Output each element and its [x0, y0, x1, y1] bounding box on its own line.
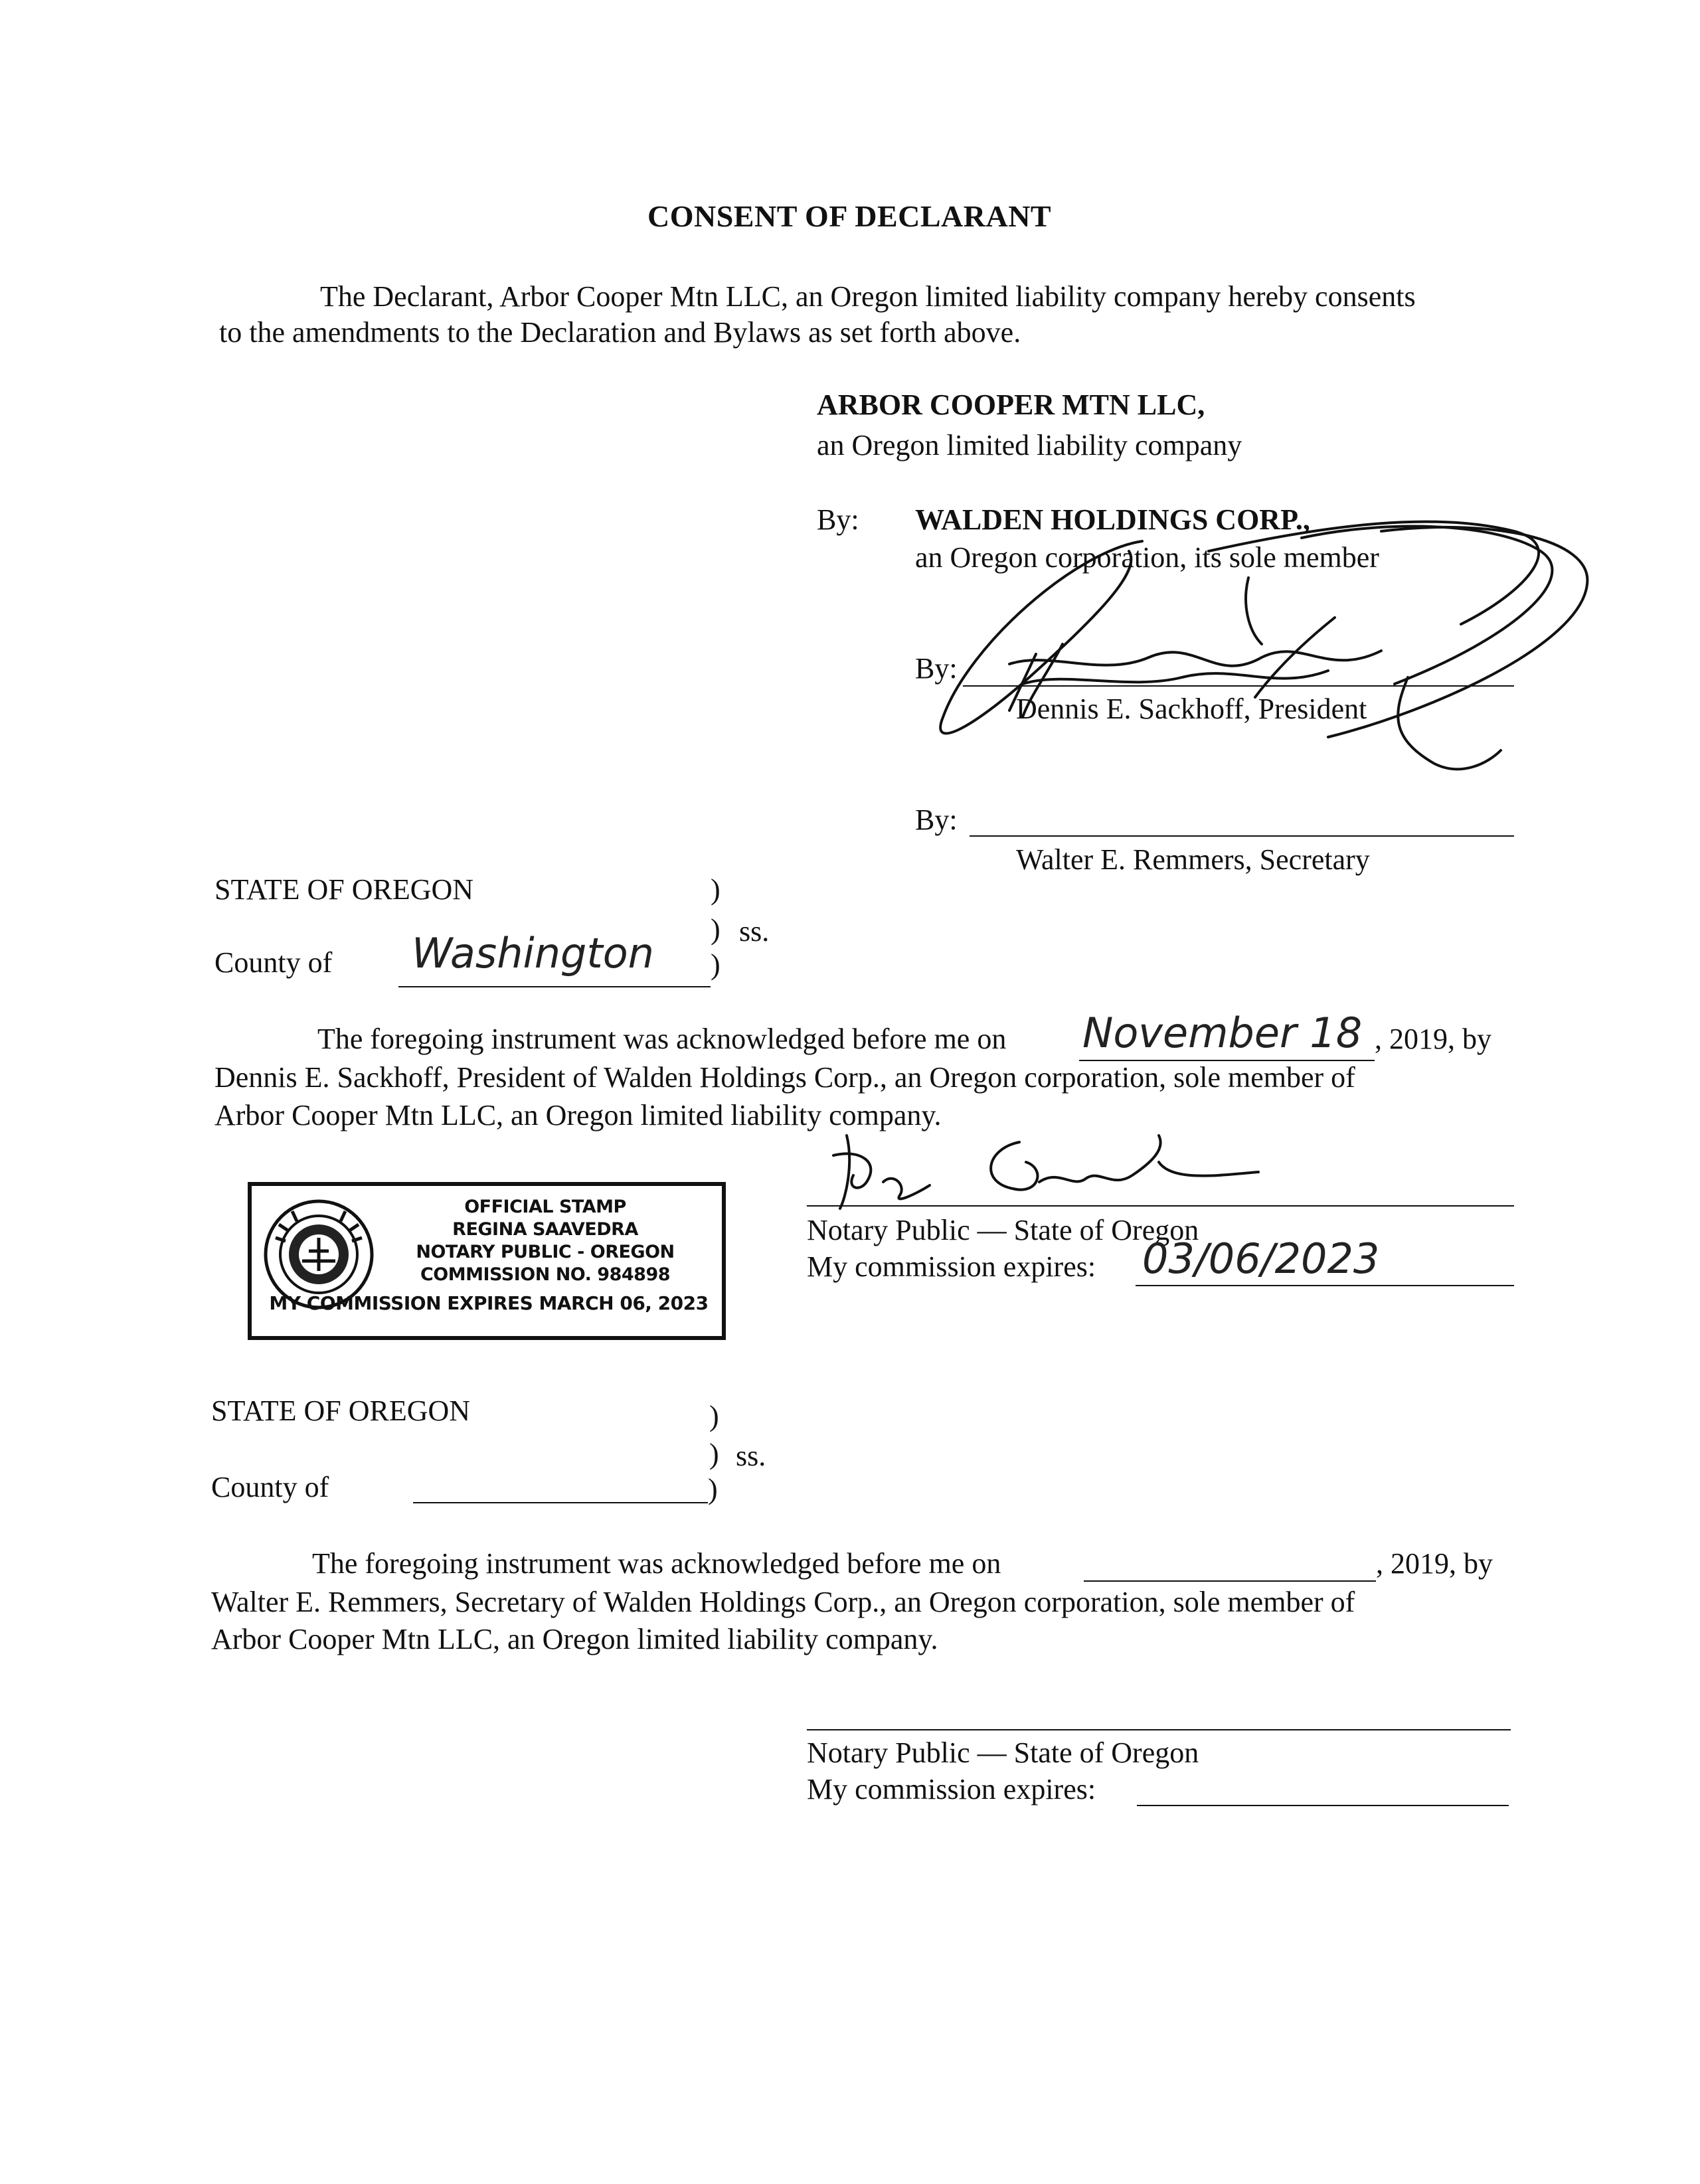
ack2-paren-3: ) — [708, 1473, 718, 1505]
signer2-by-label: By: — [915, 803, 958, 836]
document-title: CONSENT OF DECLARANT — [647, 199, 1052, 233]
ack2-date-line — [1084, 1580, 1376, 1582]
ack1-county-handwritten: Washington — [412, 929, 654, 977]
ack1-notary-line — [807, 1205, 1514, 1207]
ack1-notary-title: Notary Public — State of Oregon — [807, 1214, 1199, 1246]
company-description: an Oregon limited liability company — [817, 429, 1242, 462]
ack2-ss: ss. — [736, 1440, 766, 1472]
ack2-text-line-2: Walter E. Remmers, Secretary of Walden Holdings Corp., an Oregon corporation, sole member of — [211, 1586, 1355, 1618]
ack2-notary-line — [807, 1729, 1511, 1730]
ack1-commission-label: My commission expires: — [807, 1250, 1096, 1283]
ack2-text-line-1b: , 2019, by — [1376, 1547, 1493, 1580]
member-name: WALDEN HOLDINGS CORP., — [915, 503, 1310, 536]
ack1-date-handwritten: November 18 — [1082, 1009, 1363, 1057]
signer1-name: Dennis E. Sackhoff, President — [1016, 693, 1367, 725]
stamp-line-5: MY COMMISSION EXPIRES MARCH 06, 2023 — [269, 1292, 709, 1314]
signer2-signature-line — [970, 835, 1514, 837]
member-description: an Oregon corporation, its sole member — [915, 541, 1379, 574]
ack1-state: STATE OF OREGON — [214, 873, 474, 906]
ack2-state: STATE OF OREGON — [211, 1394, 471, 1427]
ack1-county-label: County of — [214, 946, 333, 979]
stamp-line-2: REGINA SAAVEDRA — [452, 1219, 638, 1240]
company-name: ARBOR COOPER MTN LLC, — [817, 388, 1205, 421]
signer1-by-label: By: — [915, 652, 958, 685]
ack1-text-line-1b: , 2019, by — [1375, 1023, 1491, 1055]
ack2-commission-line — [1137, 1805, 1509, 1806]
ack1-paren-3: ) — [711, 948, 721, 981]
ack1-commission-line — [1136, 1285, 1514, 1286]
by-label: By: — [817, 503, 859, 536]
president-signature — [930, 511, 1607, 790]
signer2-name: Walter E. Remmers, Secretary — [1016, 843, 1370, 876]
intro-line-2: to the amendments to the Declaration and Bylaws as set forth above. — [219, 316, 1021, 349]
ack2-county-label: County of — [211, 1471, 329, 1503]
ack2-paren-1: ) — [709, 1400, 719, 1432]
ack1-county-line — [398, 986, 711, 987]
ack2-notary-title: Notary Public — State of Oregon — [807, 1736, 1199, 1769]
ack2-paren-2: ) — [709, 1438, 719, 1470]
ack1-text-line-2: Dennis E. Sackhoff, President of Walden Holdings Corp., an Oregon corporation, sole member of — [214, 1061, 1355, 1094]
ack1-commission-handwritten: 03/06/2023 — [1142, 1234, 1380, 1283]
notary-signature — [820, 1122, 1272, 1215]
ack1-ss: ss. — [739, 915, 770, 948]
ack1-text-line-3: Arbor Cooper Mtn LLC, an Oregon limited liability company. — [214, 1099, 942, 1132]
stamp-line-3: NOTARY PUBLIC - OREGON — [416, 1242, 675, 1262]
stamp-line-4: COMMISSION NO. 984898 — [420, 1264, 671, 1285]
ack2-commission-label: My commission expires: — [807, 1773, 1096, 1806]
ack2-text-line-1a: The foregoing instrument was acknowledged before me on — [312, 1547, 1001, 1580]
ack1-text-line-1a: The foregoing instrument was acknowledged before me on — [317, 1023, 1007, 1055]
stamp-line-1: OFFICIAL STAMP — [464, 1197, 626, 1217]
official-stamp — [248, 1182, 726, 1340]
intro-line-1: The Declarant, Arbor Cooper Mtn LLC, an Oregon limited liability company hereby consents — [320, 280, 1416, 313]
ack1-paren-2: ) — [711, 913, 721, 946]
ack2-county-line — [413, 1502, 708, 1503]
ack2-text-line-3: Arbor Cooper Mtn LLC, an Oregon limited liability company. — [211, 1623, 938, 1655]
ack1-paren-1: ) — [711, 873, 721, 906]
